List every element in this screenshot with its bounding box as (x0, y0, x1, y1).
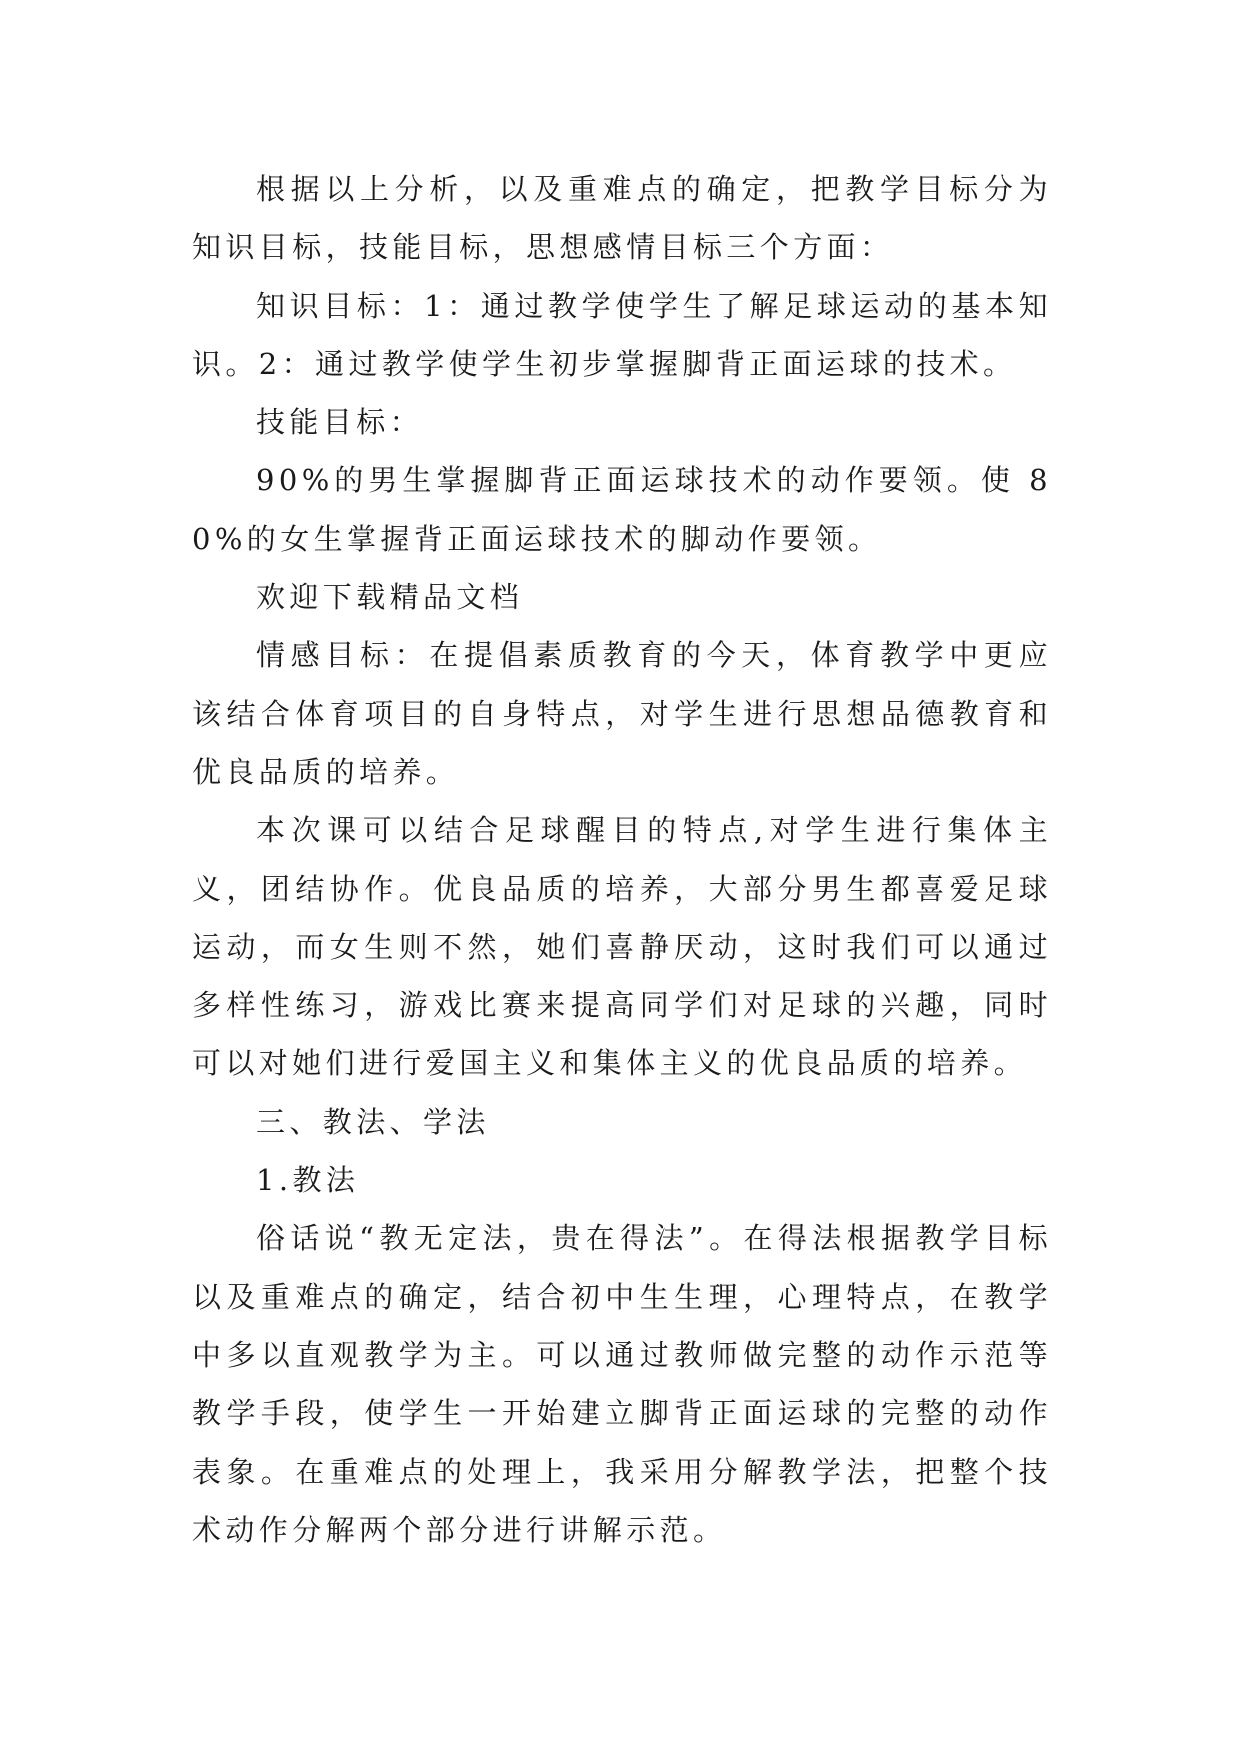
paragraph-teaching-method: 俗话说“教无定法，贵在得法”。在得法根据教学目标以及重难点的确定，结合初中生生理，心理特点，在教学中多以直观教学为主。可以通过教师做完整的动作示范等教学手段，使学生一开始建立脚背正面运球的完整的动作表象。在重难点的处理上，我采用分解教学法，把整个技术动作分解两个部分进行讲解示范。 (192, 1221, 1052, 1547)
paragraph-objectives-intro: 根据以上分析，以及重难点的确定，把教学目标分为知识目标，技能目标，思想感情目标三个方面： (192, 172, 1052, 265)
subsection-heading-teaching-method: 1.教法 (256, 1163, 360, 1198)
paragraph-skill-goals-heading: 技能目标： (256, 405, 424, 440)
paragraph-download-note: 欢迎下载精品文档 (256, 580, 524, 615)
paragraph-skill-goals: 90%的男生掌握脚背正面运球技术的动作要领。使 80%的女生掌握背正面运球技术的脚动作要领。 (192, 463, 1052, 556)
paragraph-knowledge-goals: 知识目标：1：通过教学使学生了解足球运动的基本知识。2：通过教学使学生初步掌握脚背正面运球的技术。 (192, 288, 1052, 381)
section-heading-methods: 三、教法、学法 (256, 1104, 490, 1139)
paragraph-emotional-goals: 情感目标：在提倡素质教育的今天，体育教学中更应该结合体育项目的自身特点，对学生进行思想品德教育和优良品质的培养。 (192, 638, 1052, 789)
paragraph-lesson-values: 本次课可以结合足球醒目的特点,对学生进行集体主义，团结协作。优良品质的培养，大部分男生都喜爱足球运动，而女生则不然，她们喜静厌动，这时我们可以通过多样性练习，游戏比赛来提高同学们对足球的兴趣，同时可以对她们进行爱国主义和集体主义的优良品质的培养。 (192, 813, 1052, 1081)
document-body (192, 160, 1052, 1559)
